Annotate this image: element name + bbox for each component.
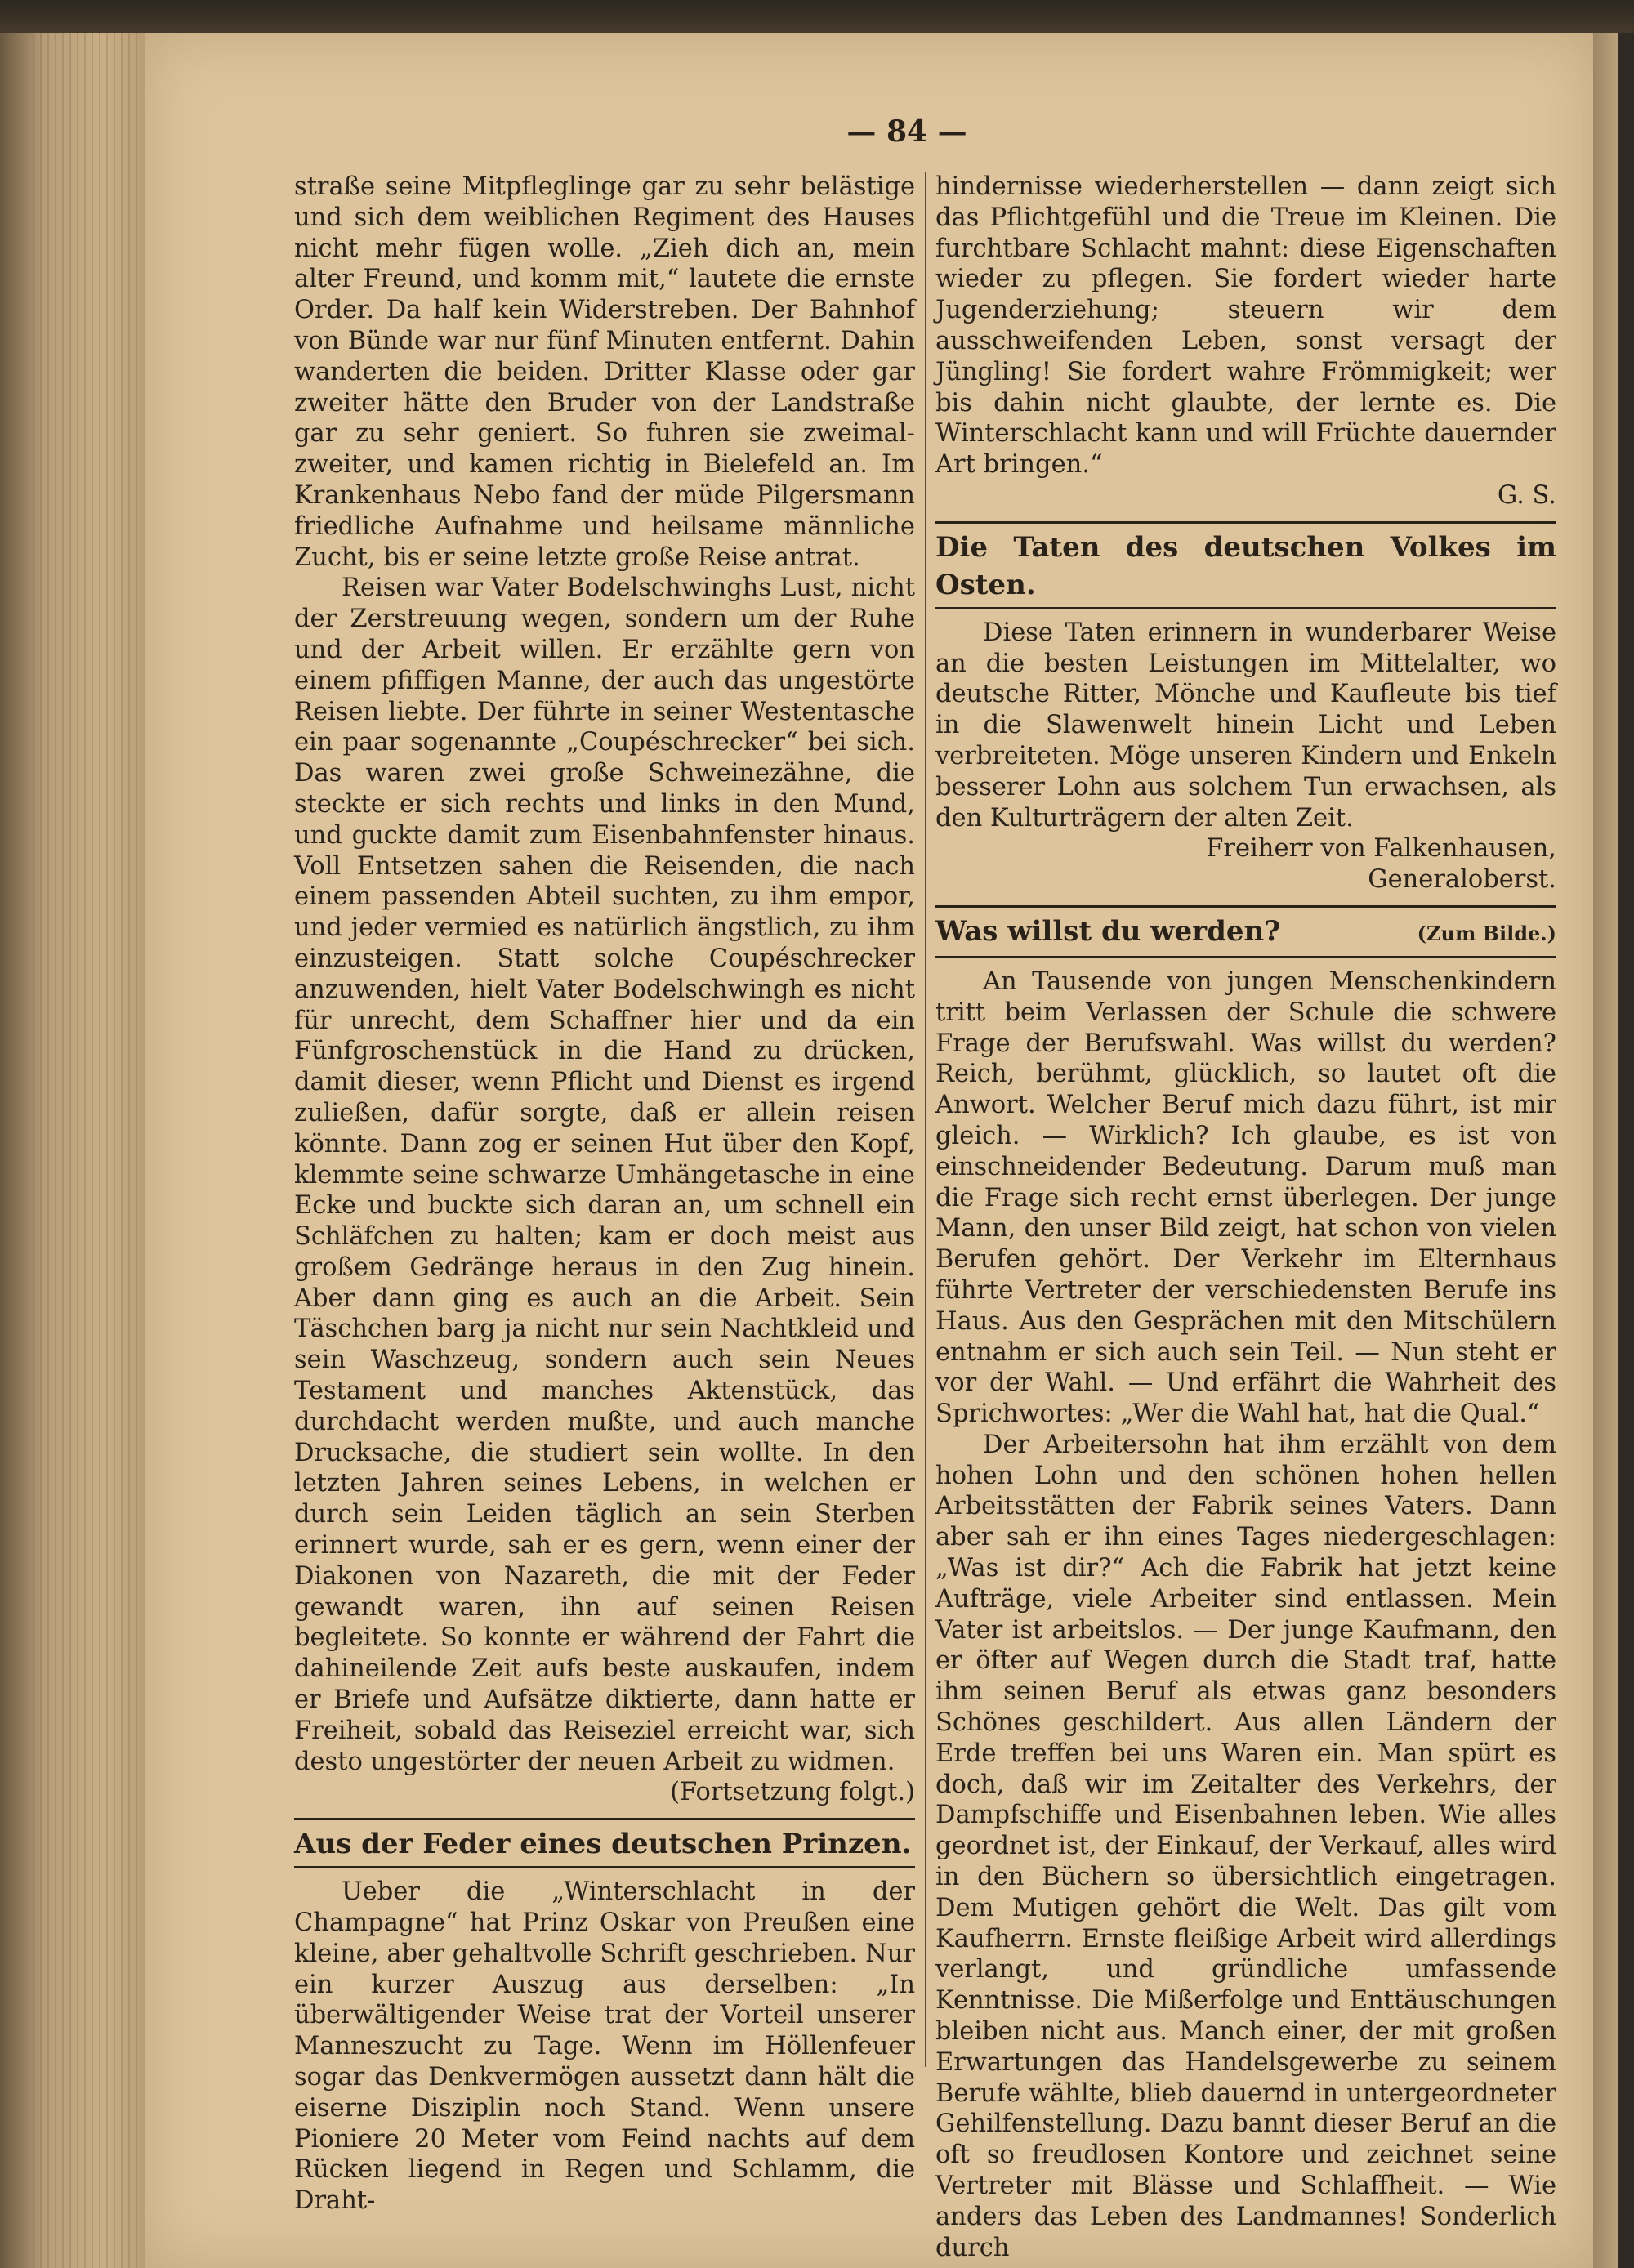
article-heading-prinz xyxy=(294,1818,915,1868)
right-paragraph-3: An Tausende von jungen Menschenkindern tritt beim Verlassen der Schule die schwere Frage der Berufswahl. Was willst du werden? Reich, berühmt, glücklich, so lautet oft die Anwort. Welcher Beruf mich dazu führt, ist mir gleich. — Wirklich? Ich glaube, es ist von einschneidender Bedeutung. Darum muß man die Frage sich recht ernst überlegen. Der junge Mann, den unser Bild zeigt, hat schon von vielen Berufen gehört. Der Verkehr im Elternhaus führte Vertreter der verschiedensten Berufe ins Haus. Aus den Gesprächen mit den Mitschülern entnahm er sich auch sein Teil. — Nun steht er vor der Wahl. — Und erfährt die Wahrheit des Sprichwortes: „Wer die Wahl hat, hat die Qual.“ xyxy=(935,967,1556,1429)
article-heading-osten xyxy=(935,521,1556,609)
left-paragraph-3: Ueber die „Winterschlacht in der Champagne“ hat Prinz Oskar von Preußen eine kleine, aber gehaltvolle Schrift geschrieben. Nur ein kurzer Auszug aus derselben: „In überwältigender Weise trat der Vorteil unserer Manneszucht zu Tage. Wenn im Höllenfeuer sogar das Denkvermögen aussetzt dann hält die eiserne Disziplin noch Stand. Wenn unsere Pioniere 20 Meter vom Feind nachts auf dem Rücken liegend in Regen und Schlamm, die Draht- xyxy=(294,1877,915,2216)
right-column xyxy=(935,172,1556,2263)
right-paragraph-1: hindernisse wiederherstellen — dann zeigt sich das Pflichtgefühl und die Treue im Kleinen. Die furchtbare Schlacht mahnt: diese Eigenschaften wieder zu pflegen. Sie fordert wieder harte Jugenderziehung; steuern wir dem ausschweifenden Leben, sonst versagt der Jüngling! Sie fordert wahre Frömmigkeit; wer bis dahin nicht glaubte, der lernte es. Die Winterschlacht kann und will Früchte dauernder Art bringen.“ xyxy=(935,172,1556,480)
article-heading-prinz-text: Aus der Feder eines deutschen Prinzen. xyxy=(294,1828,912,1861)
page-stack-lines xyxy=(33,33,139,2268)
book-page-stack xyxy=(0,33,150,2268)
left-column xyxy=(294,172,915,2217)
signature-gs: G. S. xyxy=(1497,480,1556,510)
article-heading-werden xyxy=(935,905,1556,958)
signature-title: Generaloberst. xyxy=(1368,865,1556,895)
continuation-note: (Fortsetzung folgt.) xyxy=(670,1778,915,1807)
right-paragraph-4: Der Arbeitersohn hat ihm erzählt von dem hohen Lohn und den schönen hohen hellen Arbeitsstätten der Fabrik seines Vaters. Dann aber sah er ihn eines Tages niedergeschlagen: „Was ist dir?“ Ach die Fabrik hat jetzt keine Aufträge, viele Arbeiter sind entlassen. Mein Vater ist arbeitslos. — Der junge Kaufmann, den er öfter auf Wegen durch die Stadt traf, hatte ihm seinen Beruf als etwas ganz besonders Schönes geschildert. Aus allen Ländern der Erde treffen bei uns Waren ein. Man spürt es doch, daß wir im Zeitalter des Verkehrs, der Dampfschiffe und Eisenbahnen leben. Wie alles geordnet ist, der Einkauf, der Verkauf, alles wird in den Büchern so übersichtlich eingetragen. Dem Mutigen gehört die Welt. Das gilt vom Kaufherrn. Ernste fleißige Arbeit wird allerdings verlangt, und gründliche umfassende Kenntnisse. Die Mißerfolge und Enttäuschungen bleiben nicht aus. Manch einer, der mit großen Erwartungen das Handelsgewerbe zu seinem Berufe wählte, blieb dauernd in untergeordneter Gehilfenstellung. Dazu bannt dieser Beruf an die oft so freudlosen Kontore und zeichnet seine Vertreter mit Blässe und Schlaffheit. — Wie anders das Leben des Landmannes! Sonderlich durch xyxy=(935,1430,1556,2262)
article-heading-werden-text: Was willst du werden? xyxy=(935,914,1281,948)
article-heading-werden-note: (Zum Bilde.) xyxy=(1417,921,1556,945)
left-paragraph-2: Reisen war Vater Bodelschwinghs Lust, nicht der Zerstreuung wegen, sondern um der Ruhe und der Arbeit willen. Er erzählte gern von einem pfiffigen Manne, der auch das ungestörte Reisen liebte. Der führte in seiner Westentasche ein paar sogenannte „Coupéschrecker“ bei sich. Das waren zwei große Schweinezähne, die steckte er sich rechts und links in den Mund, und guckte damit zum Eisenbahnfenster hinaus. Voll Entsetzen sahen die Reisenden, die nach einem passenden Abteil suchten, zu ihm empor, und jeder vermied es natürlich ängstlich, zu ihm einzusteigen. Statt solche Coupéschrecker anzuwenden, hielt Vater Bodelschwingh es nicht für unrecht, dem Schaffner hier und da ein Fünfgroschenstück in die Hand zu drücken, damit dieser, wenn Pflicht und Dienst es irgend zuließen, dafür sorgte, daß er allein reisen könnte. Dann zog er seinen Hut über den Kopf, klemmte seine schwarze Umhängetasche in eine Ecke und buckte sich daran an, um schnell ein Schläfchen zu halten; kam er doch meist aus großem Gedränge heraus in den Zug hinein. Aber dann ging es auch an die Arbeit. Sein Täschchen barg ja nicht nur sein Nachtkleid und sein Waschzeug, sondern auch sein Neues Testament und manches Aktenstück, das durchdacht werden mußte, und auch manche Drucksache, die studiert sein wollte. In den letzten Jahren seines Lebens, in welchen er durch sein Leiden täglich an sein Sterben erinnert wurde, sah er es gern, wenn einer der Diakonen von Nazareth, die mit der Feder gewandt waren, ihn auf seinen Reisen begleitete. So konnte er während der Fahrt die dahineilende Zeit aufs beste auskaufen, indem er Briefe und Aufsätze diktierte, dann hatte er Freiheit, sobald das Reiseziel erreicht war, sich desto ungestörter der neuen Arbeit zu widmen. xyxy=(294,574,915,1776)
book-cover-edge xyxy=(1618,33,1634,2268)
book-right-edge xyxy=(1593,33,1634,2268)
right-paragraph-2: Diese Taten erinnern in wunderbarer Weise an die besten Leistungen im Mittelalter, wo deutsche Ritter, Mönche und Kaufleute bis tief in die Slawenwelt hinein Licht und Leben verbreiteten. Möge unseren Kindern und Enkeln besserer Lohn aus solchem Tun erwachsen, als den Kulturträgern der alten Zeit. xyxy=(935,618,1556,833)
column-divider xyxy=(925,172,926,2067)
article-heading-osten-text: Die Taten des deutschen Volkes im Osten. xyxy=(935,530,1556,601)
left-paragraph-1: straße seine Mitpfleglinge gar zu sehr belästige und sich dem weiblichen Regiment des Hauses nicht mehr fügen wolle. „Zieh dich an, mein alter Freund, und komm mit,“ lautete die ernste Order. Da half kein Widerstreben. Der Bahnhof von Bünde war nur fünf Minuten entfernt. Dahin wanderten die beiden. Dritter Klasse oder gar zweiter hätte den Bruder von der Landstraße gar zu sehr geniert. So fuhren sie zweimal-zweiter, und kamen richtig in Bielefeld an. Im Krankenhaus Nebo fand der müde Pilgersmann friedliche Aufnahme und heilsame männliche Zucht, bis er seine letzte große Reise antrat. xyxy=(294,172,915,572)
page-number: — 84 — xyxy=(846,114,967,149)
signature-falkenhausen: Freiherr von Falkenhausen, xyxy=(1206,834,1556,864)
